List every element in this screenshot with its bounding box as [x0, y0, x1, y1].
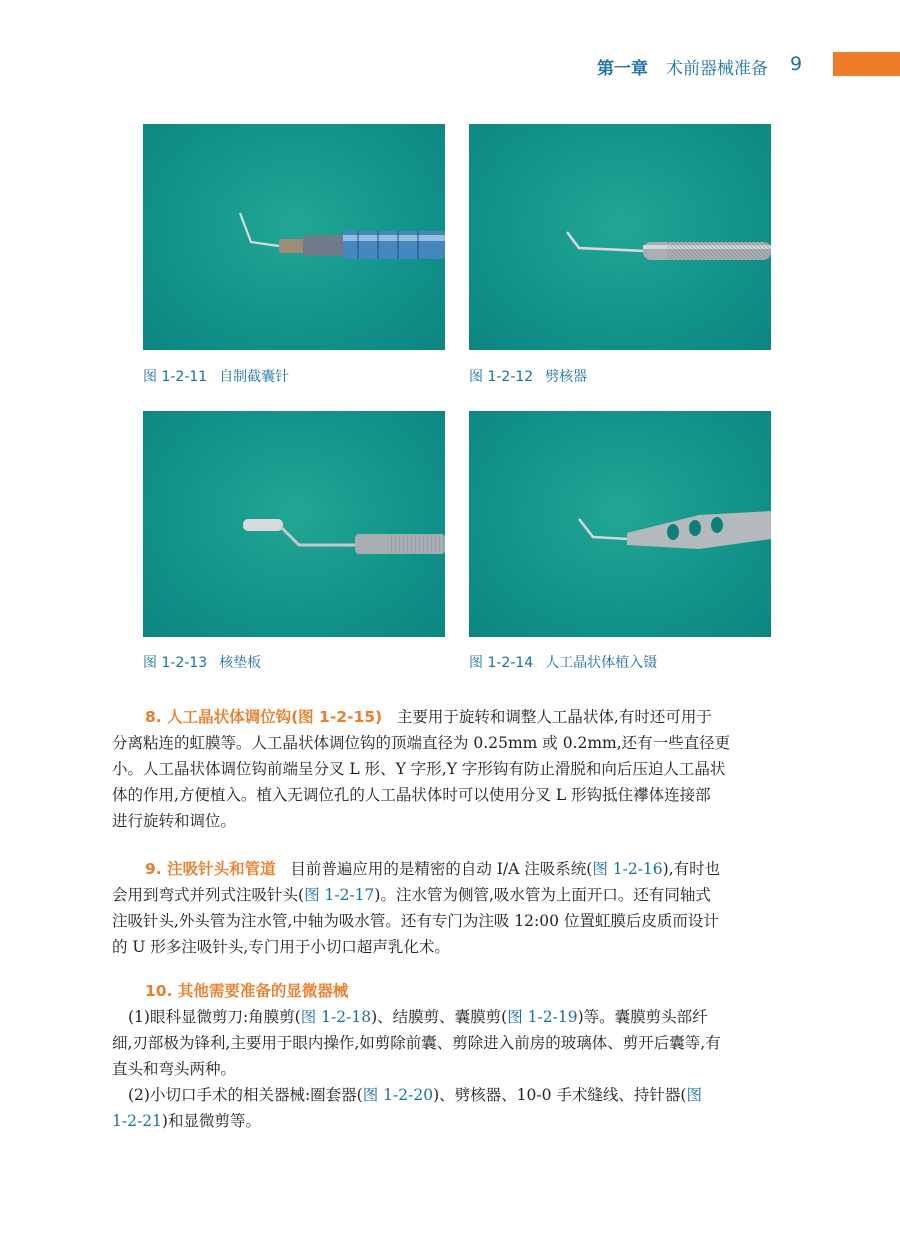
figure-caption: [143, 366, 289, 386]
body-text-run: )、劈核器、10-0 手术缝线、持针器(: [433, 1086, 687, 1104]
figure-reference: 图 1-2-17: [304, 886, 375, 904]
figure-caption: [469, 652, 657, 672]
body-text-run: )。注水管为侧管,吸水管为上面开口。还有同轴式: [374, 886, 711, 904]
figure-photo-nucleus-chopper: [469, 124, 771, 350]
section-8: [112, 704, 802, 834]
header-accent-bar: [833, 52, 900, 76]
body-line: 小。人工晶状体调位钩前端呈分叉 L 形、Y 字形,Y 字形钩有防止滑脱和向后压迫人工晶状: [112, 760, 726, 778]
section-heading: 8. 人工晶状体调位钩(图 1-2-15): [145, 708, 383, 726]
page-number: 9: [790, 53, 803, 75]
figure-reference: 1-2-21: [112, 1112, 162, 1130]
figure-number: 图 1-2-13: [143, 655, 208, 671]
body-text-run: (1)眼科显微剪刀:角膜剪(: [128, 1008, 301, 1026]
body-line: 细,刃部极为锋利,主要用于眼内操作,如剪除前囊、剪除进入前房的玻璃体、剪开后囊等,有: [112, 1034, 721, 1052]
figure-photo-capsulotomy-needle: [143, 124, 445, 350]
body-text-run: (2)小切口手术的相关器械:圈套器(: [128, 1086, 363, 1104]
section-heading: 10. 其他需要准备的显微器械: [145, 982, 349, 1000]
chapter-label: 第一章: [597, 59, 648, 79]
figure-number: 图 1-2-14: [469, 655, 534, 671]
body-text-run: )、结膜剪、囊膜剪(: [371, 1008, 508, 1026]
body-line: 分离粘连的虹膜等。人工晶状体调位钩的顶端直径为 0.25mm 或 0.2mm,还有一些直径更: [112, 734, 731, 752]
figure-number: 图 1-2-12: [469, 369, 534, 385]
body-line: 注吸针头,外头管为注水管,中轴为吸水管。还有专门为注吸 12:00 位置虹膜后皮质而设计: [112, 912, 719, 930]
figure-reference: 图 1-2-16: [592, 860, 663, 878]
figure-photo-nucleus-spatula: [143, 411, 445, 637]
figure-photo-iol-forceps: [469, 411, 771, 637]
section-heading: 9. 注吸针头和管道: [145, 860, 276, 878]
running-header: [560, 50, 900, 82]
figure-caption: [469, 366, 587, 386]
body-line: 直头和弯头两种。: [112, 1060, 237, 1078]
body-text-run: )等。囊膜剪头部纤: [577, 1008, 708, 1026]
body-line: 的 U 形多注吸针头,专门用于小切口超声乳化术。: [112, 938, 450, 956]
body-text-run: )和显微剪等。: [161, 1112, 261, 1130]
figure-reference: 图 1-2-18: [300, 1008, 372, 1026]
figure-title: 劈核器: [545, 369, 588, 385]
figure-reference: 图: [686, 1086, 702, 1104]
section-10: [112, 978, 802, 1134]
body-line: 主要用于旋转和调整人工晶状体,有时还可用于: [396, 708, 712, 726]
figure-title: 人工晶状体植入镊: [545, 655, 658, 671]
figure-reference: 图 1-2-19: [507, 1008, 578, 1026]
body-line: 体的作用,方便植入。植入无调位孔的人工晶状体时可以使用分叉 L 形钩抵住襻体连接部: [112, 786, 711, 804]
figure-title: 核垫板: [219, 655, 262, 671]
figure-number: 图 1-2-11: [143, 369, 208, 385]
body-line: 进行旋转和调位。: [112, 812, 237, 830]
chapter-title: 术前器械准备: [666, 59, 768, 79]
body-text-run: 会用到弯式并列式注吸针头(: [112, 886, 305, 904]
section-9: [112, 856, 802, 960]
figure-title: 自制截囊针: [219, 369, 290, 385]
body-text-run: 目前普遍应用的是精密的自动 I/A 注吸系统(: [290, 860, 593, 878]
figure-reference: 图 1-2-20: [362, 1086, 434, 1104]
body-text-run: ),有时也: [662, 860, 721, 878]
figure-caption: [143, 652, 261, 672]
